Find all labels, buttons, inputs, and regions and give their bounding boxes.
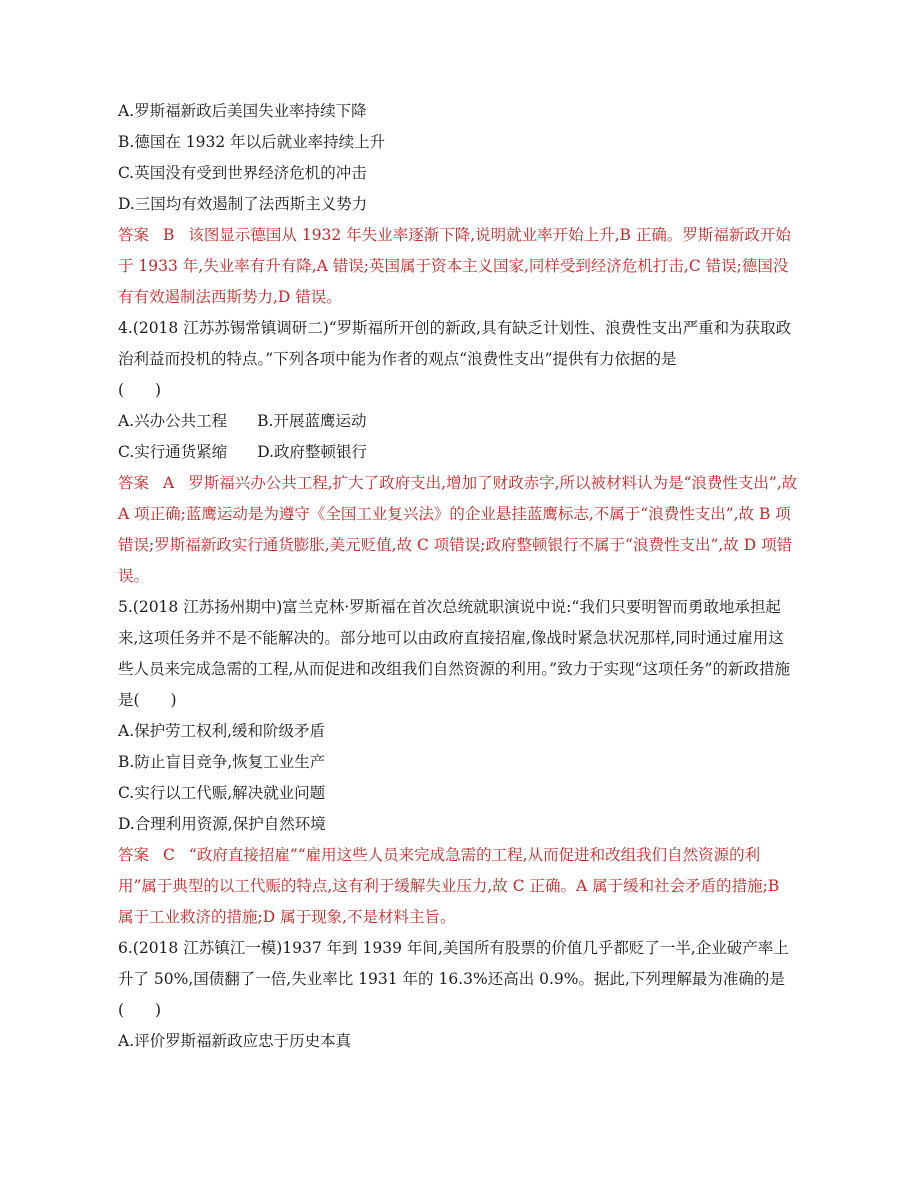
q6-blank: ( ) [118,1001,162,1019]
q4-option-d: D.政府整顿银行 [257,443,368,461]
q3-answer [118,220,798,313]
q3-option-c: C.英国没有受到世界经济危机的冲击 [118,164,367,182]
q3-option-b: B.德国在 1932 年以后就业率持续上升 [118,133,386,151]
q5-answer-letter: C [163,846,175,864]
q6-stem: 6.(2018 江苏镇江一模)1937 年到 1939 年间,美国所有股票的价值几乎都贬了一半,企业破产率上升了 50%,国债翻了一倍,失业率比 1931 年的 16.3%还高出 0.9%。据此,下列理解最为准确的是 [118,939,789,988]
q5-answer [118,840,798,933]
q5-option-a: A.保护劳工权利,缓和阶级矛盾 [118,722,326,740]
q4-option-c: C.实行通货紧缩 [118,443,228,461]
q3-answer-letter: B [163,226,175,244]
q3-answer-text: 该图显示德国从 1932 年失业率逐渐下降,说明就业率开始上升,B 正确。罗斯福新政开始于 1933 年,失业率有升有降,A 错误;英国属于资本主义国家,同样受到经济危机打击,C 错误;德国没有有效遏制法西斯势力,D 错误。 [118,226,791,306]
q3-option-a: A.罗斯福新政后美国失业率持续下降 [118,102,367,120]
q4-answer-letter: A [163,474,175,492]
q4-answer [118,468,798,592]
q6-option-a: A.评价罗斯福新政应忠于历史本真 [118,1032,352,1050]
document-page [118,96,798,1057]
q5-option-d: D.合理利用资源,保护自然环境 [118,815,326,833]
q4-stem: 4.(2018 江苏苏锡常镇调研二)“罗斯福所开创的新政,具有缺乏计划性、浪费性支出严重和为获取政治利益而投机的特点。”下列各项中能为作者的观点“浪费性支出”提供有力依据的是 [118,319,792,368]
q4-option-a: A.兴办公共工程 [118,412,228,430]
q5-answer-text: “政府直接招雇”“雇用这些人员来完成急需的工程,从而促进和改组我们自然资源的利用”属于典型的以工代赈的特点,这有利于缓解失业压力,故 C 正确。A 属于缓和社会矛盾的措施;B 属于工业救济的措施;D 属于现象,不是材料主旨。 [118,846,780,926]
q4-blank: ( ) [118,381,162,399]
q5-stem: 5.(2018 江苏扬州期中)富兰克林·罗斯福在首次总统就职演说中说:“我们只要明智而勇敢地承担起来,这项任务并不是不能解决的。部分地可以由政府直接招雇,像战时紧急状况那样,同时通过雇用这些人员来完成急需的工程,从而促进和改组我们自然资源的利用。”致力于实现“这项任务”的新政措施是( ) [118,598,790,709]
q5-option-c: C.实行以工代赈,解决就业问题 [118,784,326,802]
q4-options-row-2 [118,437,798,468]
q5-answer-label: 答案 [118,846,150,864]
q4-answer-text: 罗斯福兴办公共工程,扩大了政府支出,增加了财政赤字,所以被材料认为是“浪费性支出”,故 A 项正确;蓝鹰运动是为遵守《全国工业复兴法》的企业悬挂蓝鹰标志,不属于“浪费性支出”,故 B 项错误;罗斯福新政实行通货膨胀,美元贬值,故 C 项错误;政府整顿银行不属于“浪费性支出”,故 D 项错误。 [118,474,798,585]
q5-option-b: B.防止盲目竞争,恢复工业生产 [118,753,326,771]
q4-options-row-1 [118,406,798,437]
q3-answer-label: 答案 [118,226,150,244]
q4-answer-label: 答案 [118,474,150,492]
q4-option-b: B.开展蓝鹰运动 [257,412,367,430]
q3-option-d: D.三国均有效遏制了法西斯主义势力 [118,195,368,213]
